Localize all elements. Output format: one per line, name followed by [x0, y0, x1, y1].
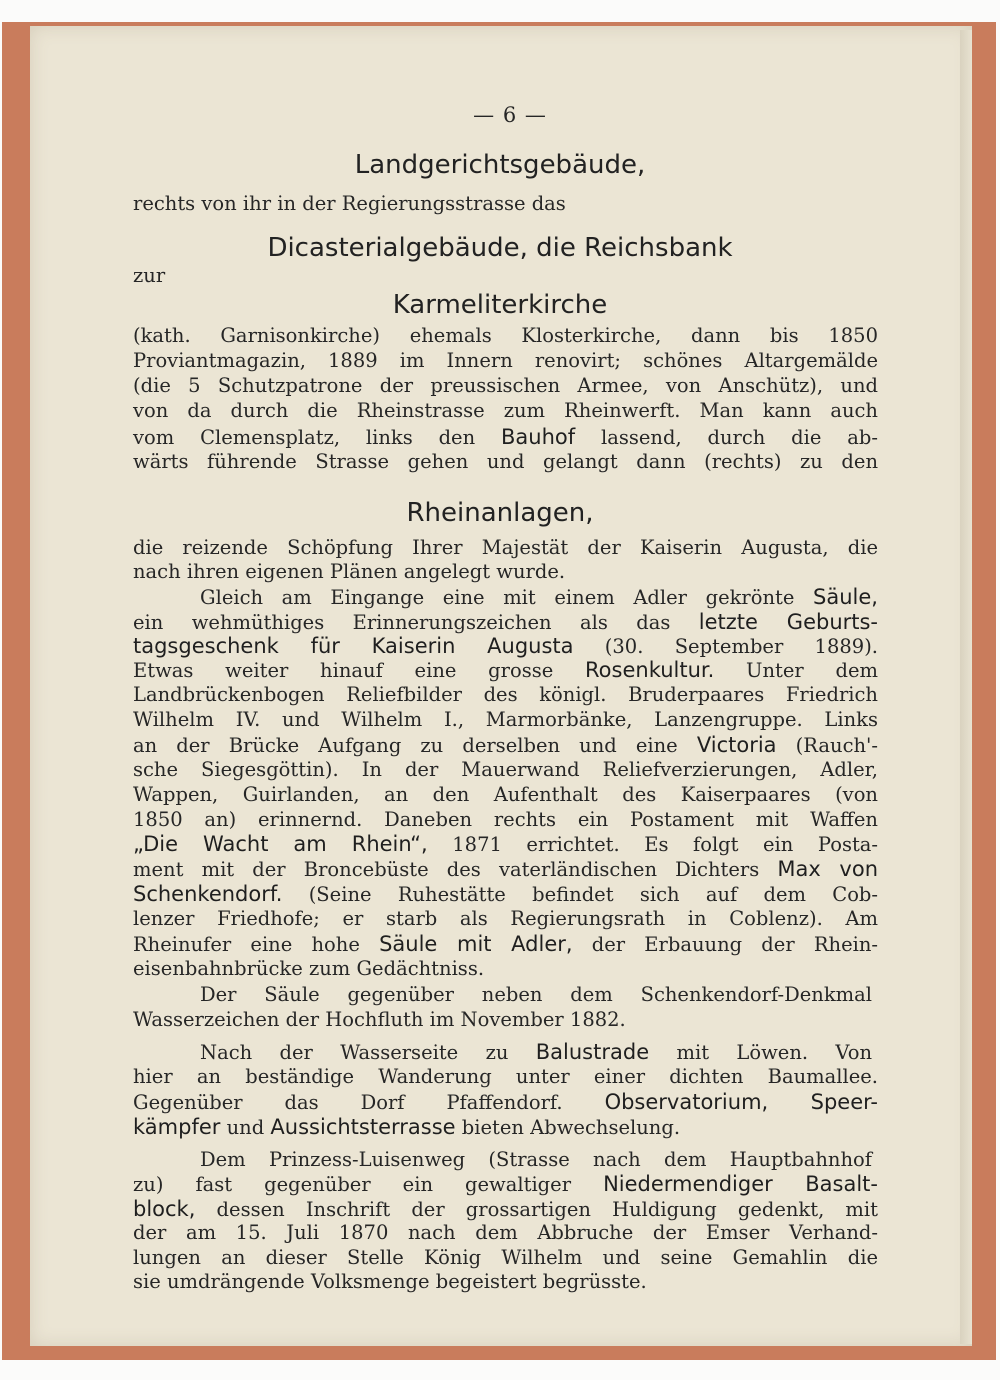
emphasis-saeule-mit-adler: Säule mit Adler,	[379, 932, 573, 956]
text-run: Gegenüber das Dorf Pfaffendorf.	[133, 1091, 563, 1114]
text-line: hier an beständige Wanderung unter einer dichten Baumallee.	[133, 1065, 878, 1088]
emphasis-observatorium: Observatorium, Speer-	[604, 1090, 878, 1114]
page-number: — 6 —	[473, 103, 547, 127]
text-line: wärts führende Strasse gehen und gelangt dann (rechts) zu den	[133, 450, 878, 473]
emphasis-niedermendiger-basalt: Niedermendiger Basalt-	[603, 1172, 878, 1196]
text-run: bieten Abwechselung.	[461, 1116, 681, 1139]
text-line: von da durch die Rheinstrasse zum Rheinwerft. Man kann auch	[133, 399, 878, 422]
text-line	[133, 658, 878, 683]
text-run: zu) fast gegenüber ein gewaltiger	[133, 1173, 572, 1196]
text-run: und	[226, 1116, 265, 1139]
text-run: Unter dem	[746, 659, 878, 682]
text-line: Wilhelm IV. und Wilhelm I., Marmorbänke, Lanzengruppe. Links	[133, 708, 878, 731]
text-run: (30. September 1889).	[604, 635, 878, 658]
text-line: Wasserzeichen der Hochfluth im November 1882.	[133, 1008, 626, 1031]
text-run: Rheinufer eine hohe	[133, 933, 360, 956]
text-run: an der Brücke Aufgang zu derselben und eine	[133, 734, 678, 757]
emphasis-kaempfer: kämpfer	[133, 1115, 221, 1139]
text-line: Der Säule gegenüber neben dem Schenkendorf-Denkmal	[200, 983, 872, 1006]
text-line	[133, 610, 878, 635]
text-run: ment mit der Broncebüste des vaterländischen Dichters	[133, 858, 760, 881]
emphasis-balustrade: Balustrade	[535, 1040, 650, 1064]
text-run: Gleich am Eingange eine mit einem Adler gekrönte	[200, 586, 795, 609]
emphasis-saeule: Säule,	[813, 585, 878, 609]
text-line: Proviantmagazin, 1889 im Innern renovirt; schönes Altargemälde	[133, 349, 878, 372]
text-run: der Erbauung der Rhein-	[591, 933, 879, 956]
text-line: lungen an dieser Stelle König Wilhelm und seine Gemahlin die	[133, 1246, 878, 1269]
text-line	[133, 857, 878, 882]
emphasis-kaiserin-augusta: tagsgeschenk für Kaiserin Augusta	[133, 634, 574, 658]
text-line: rechts von ihr in der Regierungsstrasse das	[133, 192, 566, 215]
text-line	[200, 1040, 872, 1065]
text-run: Etwas weiter hinauf eine grosse	[133, 659, 554, 682]
text-line	[133, 1090, 878, 1115]
text-run: dessen Inschrift der grossartigen Huldigung gedenkt, mit	[216, 1198, 878, 1221]
text-line: der am 15. Juli 1870 nach dem Abbruche der Emser Verhand-	[133, 1221, 878, 1244]
text-run: mit Löwen. Von	[676, 1041, 873, 1064]
text-line: die reizende Schöpfung Ihrer Majestät der Kaiserin Augusta, die	[133, 536, 878, 559]
text-run: 1871 errichtet. Es folgt ein Posta-	[452, 833, 879, 856]
text-line: (kath. Garnisonkirche) ehemals Klosterkirche, dann bis 1850	[133, 324, 878, 347]
text-line	[133, 1197, 878, 1222]
heading-rheinanlagen: Rheinanlagen,	[406, 498, 594, 528]
emphasis-wacht-am-rhein: „Die Wacht am Rhein“,	[133, 832, 428, 856]
text-line	[133, 832, 878, 857]
text-line: 1850 an) erinnernd. Daneben rechts ein Postament mit Waffen	[133, 808, 878, 831]
emphasis-geburtstagsgeschenk: letzte Geburts-	[698, 610, 879, 634]
text-line: sche Siegesgöttin). In der Mauerwand Reliefverzierungen, Adler,	[133, 758, 878, 781]
heading-dicasterialgebaeude: Dicasterialgebäude, die Reichsbank	[267, 233, 733, 263]
text-line: nach ihren eigenen Plänen angelegt wurde.	[133, 560, 566, 583]
text-line	[133, 882, 878, 907]
emphasis-victoria: Victoria	[696, 733, 777, 757]
emphasis-block: block,	[133, 1197, 196, 1221]
text-line	[133, 1172, 878, 1197]
text-line: sie umdrängende Volksmenge begeistert begrüsste.	[133, 1270, 647, 1293]
text-line: Wappen, Guirlanden, an den Aufenthalt des Kaiserpaares (von	[133, 783, 878, 806]
text-line: zur	[133, 264, 166, 287]
emphasis-schenkendorf: Schenkendorf.	[133, 882, 283, 906]
heading-karmeliterkirche: Karmeliterkirche	[392, 290, 608, 320]
text-line: eisenbahnbrücke zum Gedächtniss.	[133, 957, 485, 980]
text-line: (die 5 Schutzpatrone der preussischen Armee, von Anschütz), und	[133, 374, 878, 397]
text-line: lenzer Friedhofe; er starb als Regierungsrath in Coblenz). Am	[133, 907, 878, 930]
text-run: (Rauch'-	[795, 734, 879, 757]
heading-landgerichtsgebaeude: Landgerichtsgebäude,	[354, 150, 646, 180]
text-line	[200, 585, 878, 610]
text-run: (Seine Ruhestätte befindet sich auf dem Cob-	[308, 883, 879, 906]
text-run: lassend, durch die ab-	[601, 426, 878, 449]
emphasis-rosenkultur: Rosenkultur.	[585, 658, 715, 682]
text-line: Dem Prinzess-Luisenweg (Strasse nach dem Hauptbahnhof	[200, 1148, 872, 1171]
emphasis-max-von: Max von	[777, 857, 878, 881]
text-line	[133, 932, 878, 957]
text-run: Nach der Wasserseite zu	[200, 1041, 509, 1064]
text-line	[133, 1115, 878, 1140]
text-line	[133, 634, 878, 659]
emphasis-aussichtsterrasse: Aussichtsterrasse	[270, 1115, 456, 1139]
text-line: Landbrückenbogen Reliefbilder des königl. Bruderpaares Friedrich	[133, 683, 878, 706]
text-run: ein wehmüthiges Erinnerungszeichen als das	[133, 611, 671, 634]
emphasis-bauhof: Bauhof	[501, 425, 576, 449]
text-line	[133, 733, 878, 758]
text-line	[133, 425, 878, 450]
text-run: vom Clemensplatz, links den	[133, 426, 476, 449]
